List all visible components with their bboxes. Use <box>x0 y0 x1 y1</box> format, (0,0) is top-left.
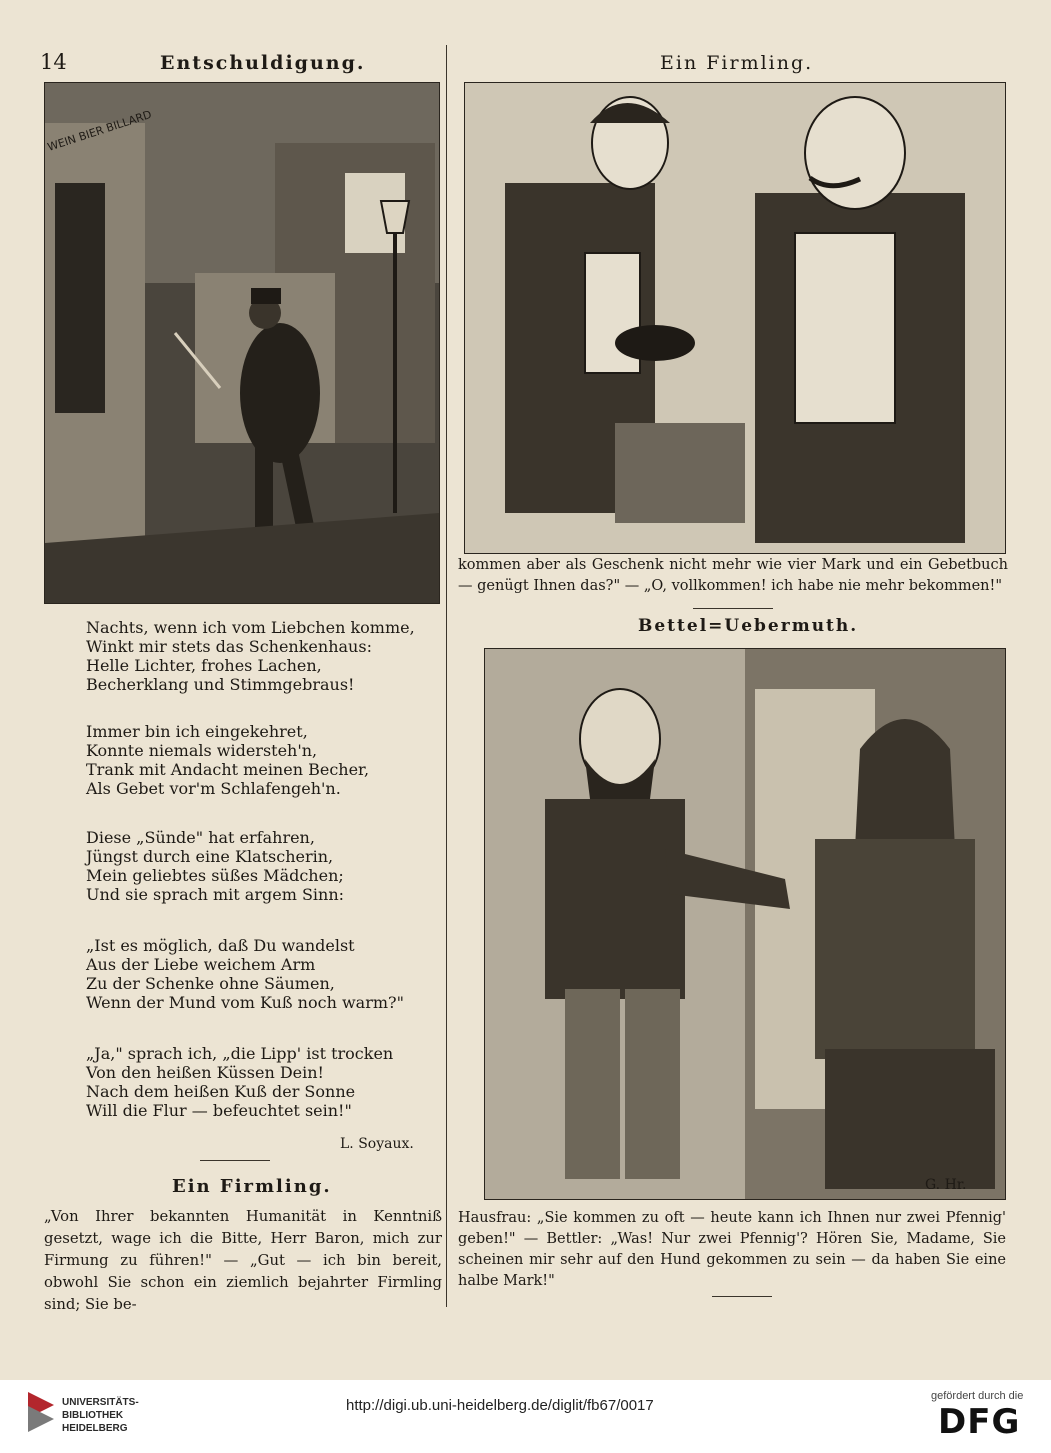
tavern-sign-text: WEIN BIER BILLARD <box>45 107 154 154</box>
poem-line: Helle Lichter, frohes Lachen, <box>86 656 322 675</box>
firmling-text-heading: Ein Firmling. <box>172 1176 332 1197</box>
poem-line: Trank mit Andacht meinen Becher, <box>86 760 370 779</box>
bettel-heading: Bettel=Uebermuth. <box>638 616 859 636</box>
poem-line: Becherklang und Stimmgebraus! <box>86 675 355 694</box>
beggar-illustration <box>484 648 1006 1200</box>
poem-stanza-5 <box>86 1044 426 1120</box>
university-logo-icon <box>28 1392 54 1432</box>
separator-rule-2 <box>712 1296 772 1297</box>
poem-line: Aus der Liebe weichem Arm <box>86 955 316 974</box>
poem-stanza-1 <box>86 618 426 694</box>
poem-line: Diese „Sünde" hat erfahren, <box>86 828 315 847</box>
column-divider <box>446 45 447 1307</box>
night-tavern-illustration <box>44 82 440 604</box>
poem-line: Will die Flur — befeuchtet sein!" <box>86 1101 352 1120</box>
poem-line: Mein geliebtes süßes Mädchen; <box>86 866 344 885</box>
poem-line: Nach dem heißen Kuß der Sonne <box>86 1082 356 1101</box>
funded-by-label: gefördert durch die <box>931 1390 1024 1402</box>
artist-signature: G. Hr. <box>925 1177 967 1193</box>
left-heading: Entschuldigung. <box>160 52 366 74</box>
poem-line: Zu der Schenke ohne Säumen, <box>86 974 335 993</box>
poem-line: „Ist es möglich, daß Du wandelst <box>86 936 355 955</box>
right-heading: Ein Firmling. <box>660 52 814 74</box>
poem-line: Nachts, wenn ich vom Liebchen komme, <box>86 618 415 637</box>
poem-line: Immer bin ich eingekehret, <box>86 722 308 741</box>
firmling-continuation: kommen aber als Geschenk nicht mehr wie vier Mark und ein Gebetbuch — genügt Ihnen das?" — „O, vollkommen! ich habe nie mehr bekommen!" <box>458 557 1008 594</box>
poem-line: Winkt mir stets das Schenkenhaus: <box>86 637 372 656</box>
bettel-caption: Hausfrau: „Sie kommen zu oft — heute kann ich Ihnen nur zwei Pfennig' geben!" — Bettler: „Was! Nur zwei Pfennig'? Hören Sie, Madame, Sie scheinen mir sehr auf den Hund gekommen zu sein — da haben Sie eine halbe Mark!" <box>458 1210 1006 1289</box>
page-number: 14 <box>40 50 67 74</box>
dfg-logo: DFG <box>938 1402 1021 1442</box>
institution-name: UNIVERSITÄTS- BIBLIOTHEK HEIDELBERG <box>62 1397 139 1434</box>
poem-stanza-3 <box>86 828 426 904</box>
poem-line: Wenn der Mund vom Kuß noch warm?" <box>86 993 404 1012</box>
poem-author: L. Soyaux. <box>340 1136 414 1152</box>
digitization-footer <box>0 1380 1051 1453</box>
poem-line: Als Gebet vor'm Schlafengeh'n. <box>86 779 341 798</box>
page-url[interactable]: http://digi.ub.uni-heidelberg.de/diglit/fb67/0017 <box>346 1397 654 1414</box>
separator-rule <box>693 608 773 609</box>
poem-line: Von den heißen Küssen Dein! <box>86 1063 324 1082</box>
poem-stanza-2 <box>86 722 426 798</box>
firmling-text: „Von Ihrer bekannten Humanität in Kenntniß gesetzt, wage ich die Bitte, Herr Baron, mich zur Firmung zu führen!" — „Gut — ich bin bereit, obwohl Sie schon ein ziemlich bejahrter Firmling sind; Sie be- <box>44 1208 442 1313</box>
firmling-illustration <box>464 82 1006 554</box>
poem-line: Jüngst durch eine Klatscherin, <box>86 847 334 866</box>
poem-line: „Ja," sprach ich, „die Lipp' ist trocken <box>86 1044 394 1063</box>
separator-rule-3 <box>200 1160 270 1161</box>
poem-line: Konnte niemals widersteh'n, <box>86 741 318 760</box>
poem-line: Und sie sprach mit argem Sinn: <box>86 885 345 904</box>
poem-stanza-4 <box>86 936 426 1012</box>
